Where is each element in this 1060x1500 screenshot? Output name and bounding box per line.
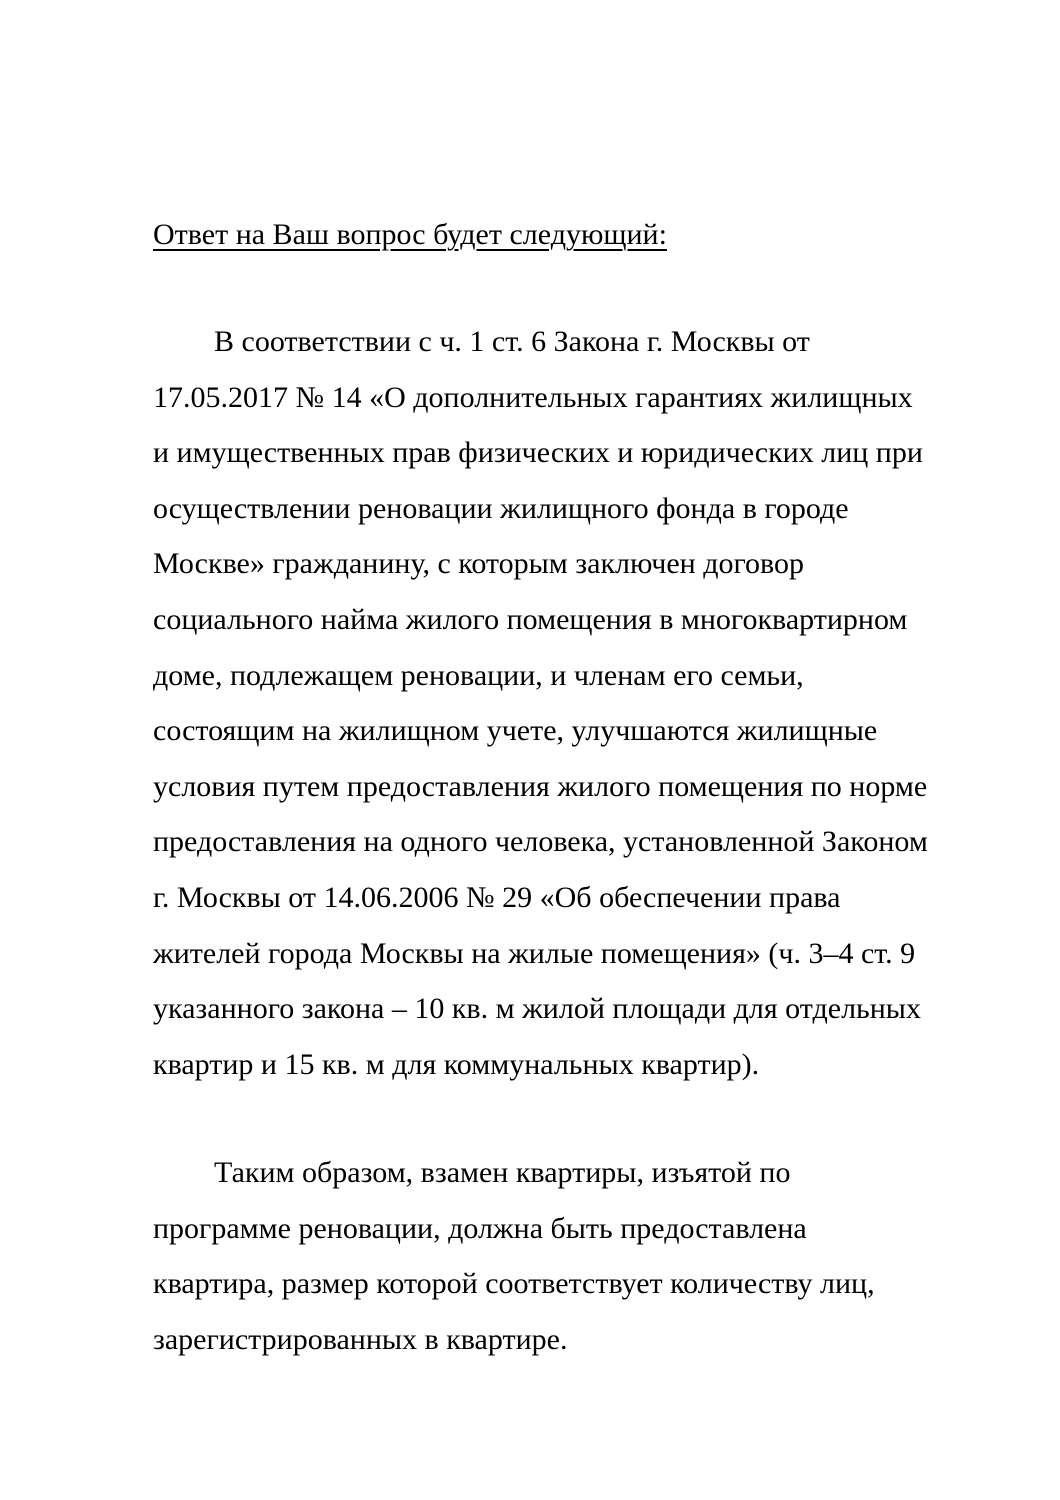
paragraph-line: квартира, размер которой соответствует количеству лиц, [153, 1267, 875, 1301]
paragraph-line: предоставления на одного человека, установленной Законом [153, 825, 928, 859]
paragraph-line: осуществлении реновации жилищного фонда в городе [153, 491, 849, 525]
answer-heading: Ответ на Ваш вопрос будет следующий: [153, 218, 667, 251]
paragraph-line: жителей города Москвы на жилые помещения» (ч. 3–4 ст. 9 [153, 936, 916, 970]
paragraph-line: Москве» гражданину, с которым заключен договор [153, 547, 805, 581]
paragraph-line: Таким образом, взамен квартиры, изъятой по [214, 1156, 791, 1189]
paragraph-line: и имущественных прав физических и юридических лиц при [153, 436, 923, 470]
paragraph-line: состоящим на жилищном учете, улучшаются жилищные [153, 714, 878, 748]
paragraph-line: зарегистрированных в квартире. [153, 1322, 568, 1356]
paragraph-line: квартир и 15 кв. м для коммунальных квартир). [153, 1047, 760, 1081]
paragraph-line: программе реновации, должна быть предоставлена [153, 1211, 807, 1245]
paragraph-conclusion [153, 1145, 875, 1367]
paragraph-line: В соответствии с ч. 1 ст. 6 Закона г. Москвы от [214, 325, 810, 358]
paragraph-line: социального найма жилого помещения в многоквартирном [153, 602, 908, 636]
paragraph-line: г. Москвы от 14.06.2006 № 29 «Об обеспечении права [153, 880, 841, 914]
paragraph-line: доме, подлежащем реновации, и членам его семьи, [153, 658, 804, 692]
paragraph-line: 17.05.2017 № 14 «О дополнительных гарантиях жилищных [153, 380, 913, 414]
paragraph-legal-basis [153, 314, 928, 1092]
paragraph-line: указанного закона – 10 кв. м жилой площади для отдельных [153, 992, 921, 1026]
paragraph-line: условия путем предоставления жилого помещения по норме [153, 769, 928, 803]
